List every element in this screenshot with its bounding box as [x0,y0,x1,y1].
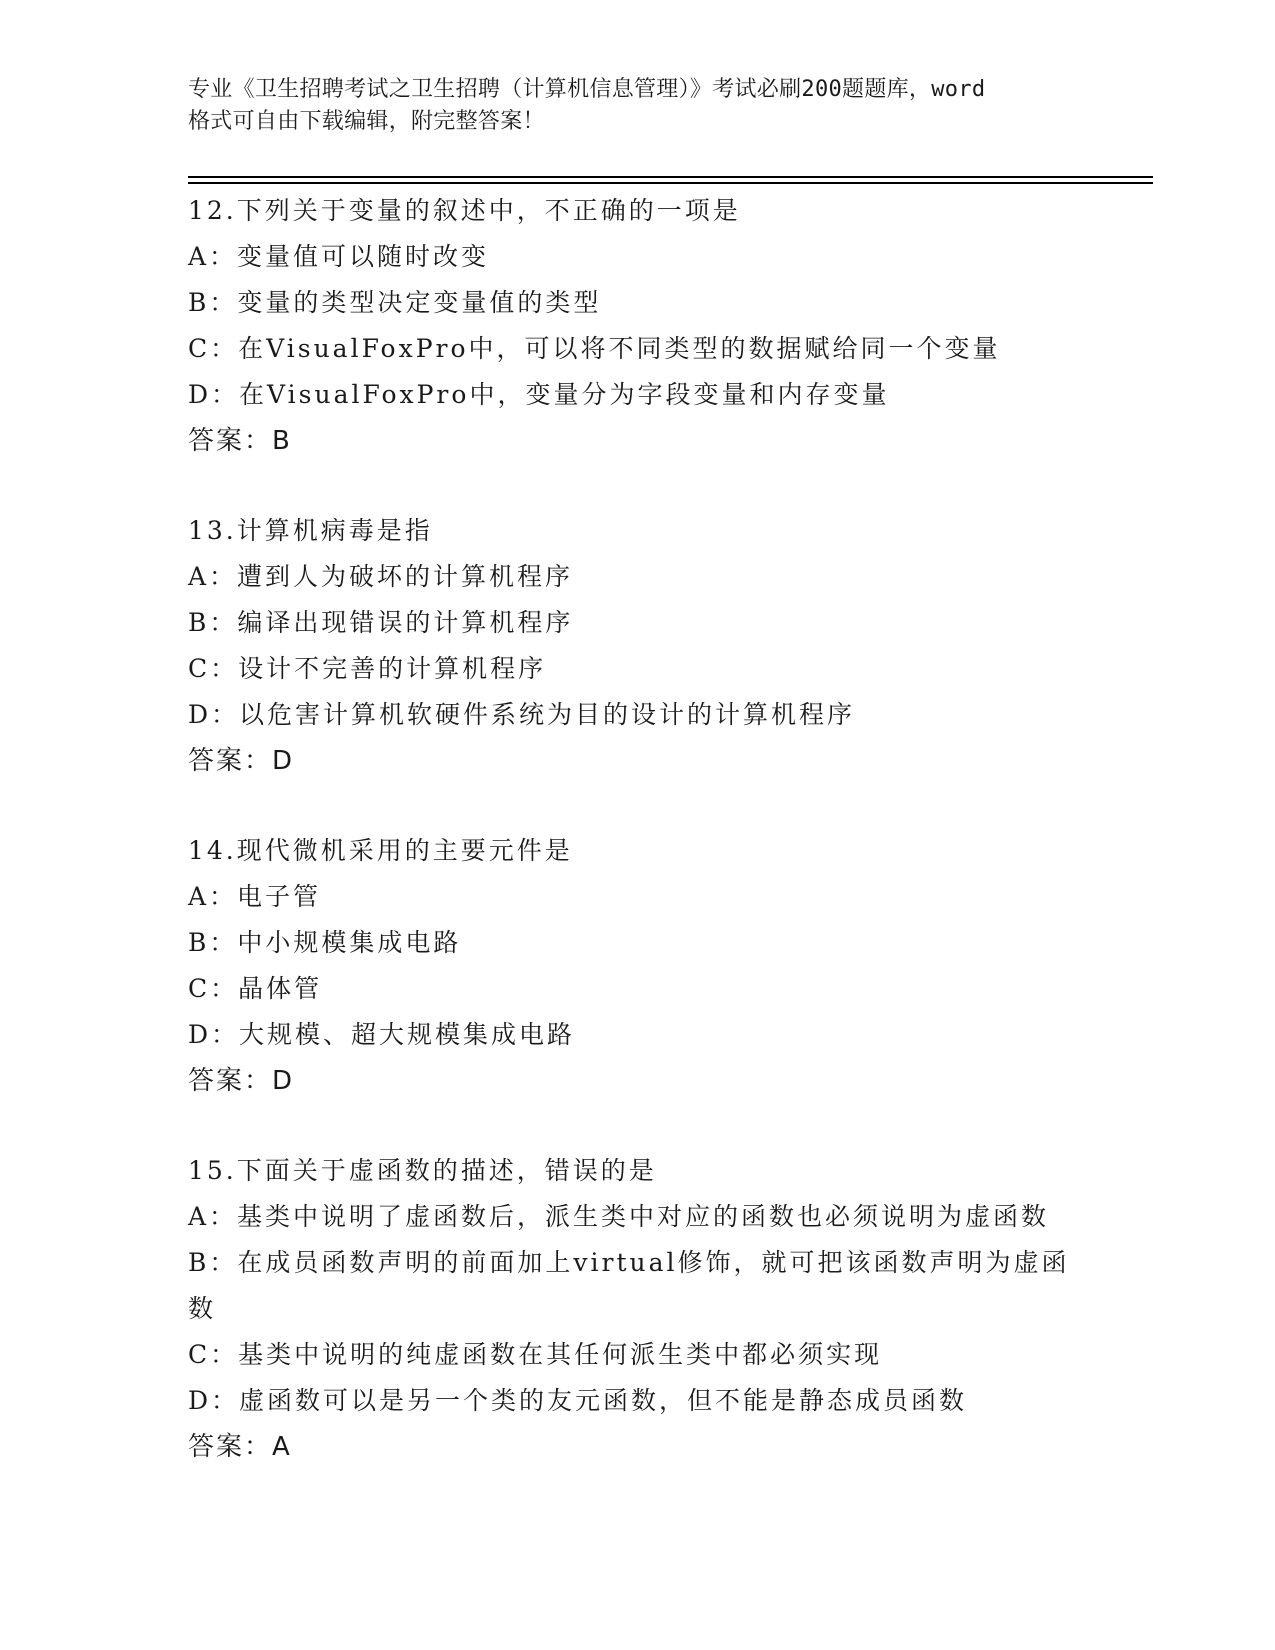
header-divider-bottom [188,182,1153,184]
header-divider-top [188,176,1153,178]
answer: 答案：A [188,1432,292,1462]
option-a: A：基类中说明了虚函数后，派生类中对应的函数也必须说明为虚函数 [188,1202,1050,1231]
question-stem: 14.现代微机采用的主要元件是 [188,836,573,865]
question-13 [188,508,1088,784]
option-d: D：以危害计算机软硬件系统为目的设计的计算机程序 [188,700,856,729]
option-c: C：设计不完善的计算机程序 [188,654,547,683]
option-a: A：遭到人为破坏的计算机程序 [188,562,574,591]
option-d: D：大规模、超大规模集成电路 [188,1020,576,1049]
option-b: B：编译出现错误的计算机程序 [188,608,574,637]
option-c: C：在VisualFoxPro中，可以将不同类型的数据赋给同一个变量 [188,334,1001,363]
header-line-1: 专业《卫生招聘考试之卫生招聘（计算机信息管理）》考试必刷200题题库，word [188,77,986,102]
option-d: D：虚函数可以是另一个类的友元函数，但不能是静态成员函数 [188,1386,968,1415]
option-c: C：基类中说明的纯虚函数在其任何派生类中都必须实现 [188,1340,883,1369]
question-12 [188,188,1088,464]
header-line-2: 格式可自由下载编辑，附完整答案！ [188,109,545,134]
answer: 答案：D [188,746,295,776]
option-b: B：变量的类型决定变量值的类型 [188,288,602,317]
document-header [188,74,1088,138]
question-stem: 12.下列关于变量的叙述中，不正确的一项是 [188,196,741,225]
question-stem: 15.下面关于虚函数的描述，错误的是 [188,1156,657,1185]
option-a: A：电子管 [188,882,322,911]
option-b: B：中小规模集成电路 [188,928,462,957]
answer: 答案：B [188,426,292,456]
option-d: D：在VisualFoxPro中，变量分为字段变量和内存变量 [188,380,890,409]
question-15 [188,1148,1088,1470]
question-stem: 13.计算机病毒是指 [188,516,433,545]
question-14 [188,828,1088,1104]
answer: 答案：D [188,1066,295,1096]
option-b: B：在成员函数声明的前面加上virtual修饰，就可把该函数声明为虚函数 [188,1248,1070,1323]
option-c: C：晶体管 [188,974,323,1003]
option-a: A：变量值可以随时改变 [188,242,490,271]
